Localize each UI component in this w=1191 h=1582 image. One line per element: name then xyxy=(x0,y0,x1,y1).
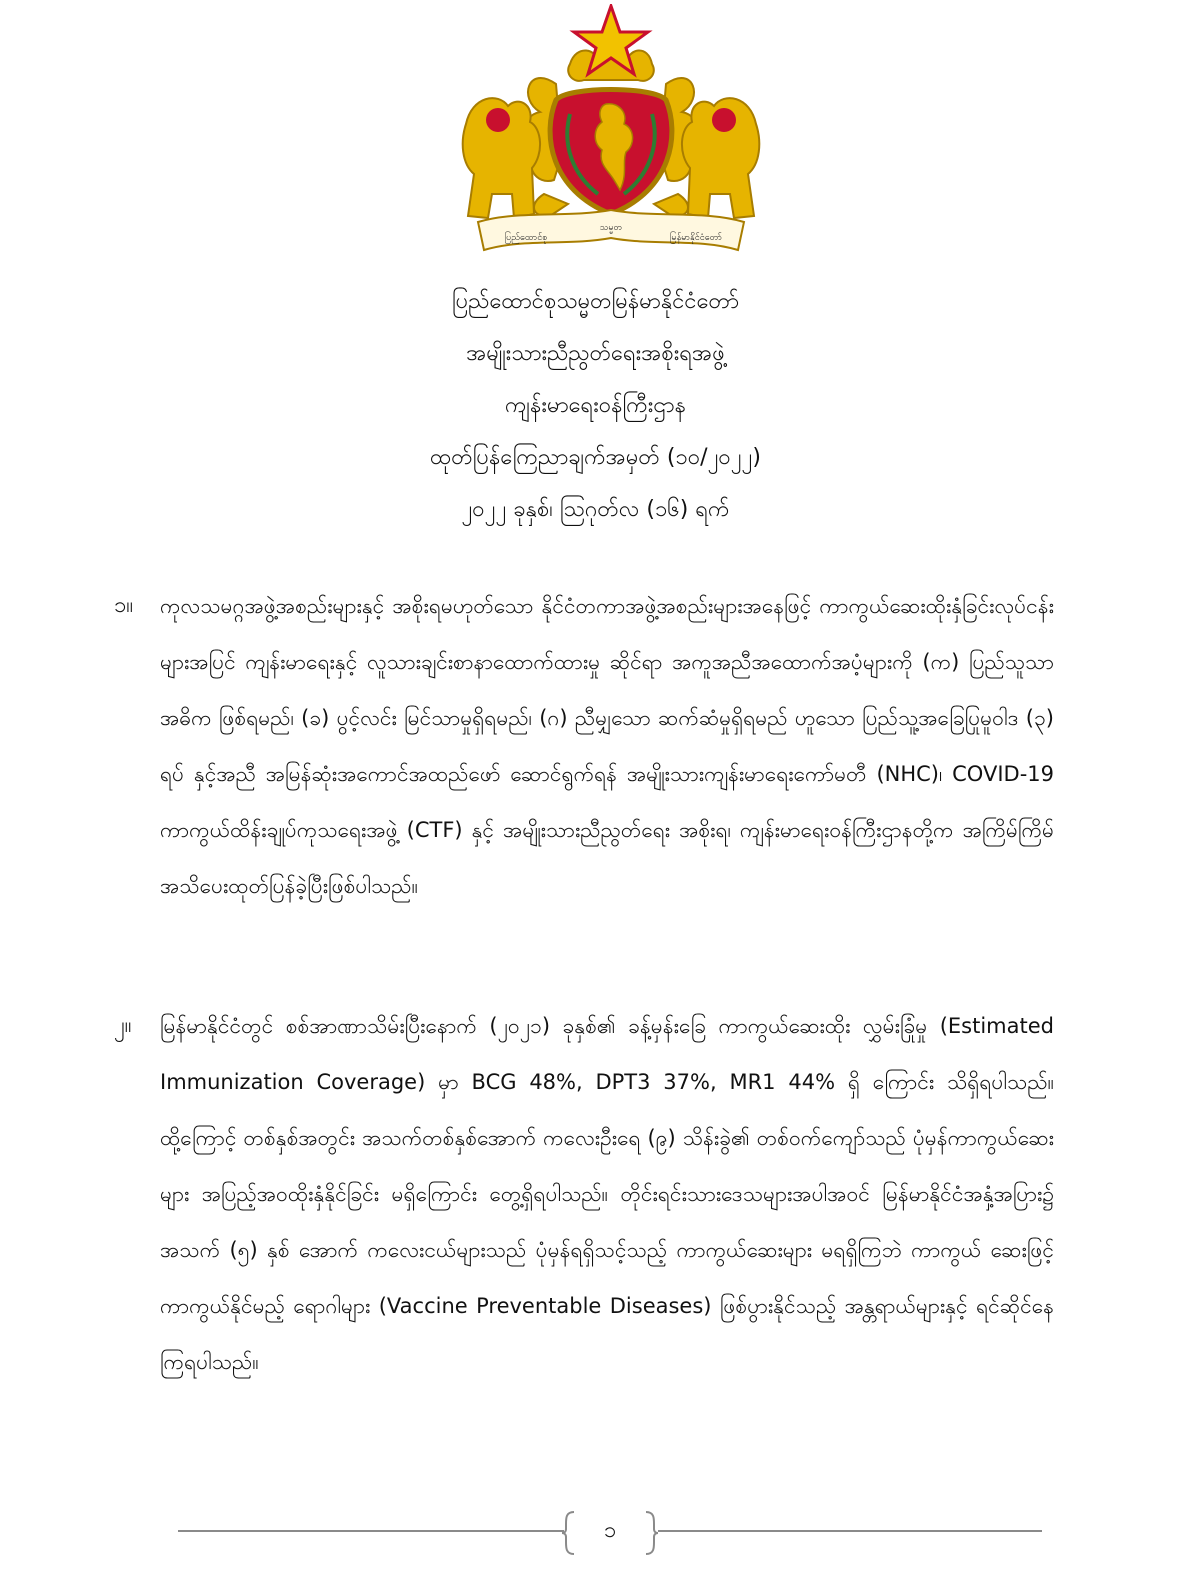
statement-number: ထုတ်ပြန်ကြေညာချက်အမှတ် (၁၀/၂၀၂၂) xyxy=(430,445,761,470)
ministry-name: ကျန်းမာရေးဝန်ကြီးဌာန xyxy=(505,393,686,418)
ribbon-left-text: ပြည်ထောင်စု xyxy=(504,233,548,243)
paragraph-1 xyxy=(114,578,1054,914)
left-lion-icon xyxy=(463,98,540,218)
paragraph-text: ကုလသမဂ္ဂအဖွဲ့အစည်းများနှင့် အစိုးရမဟုတ်သော နိုင်ငံတကာအဖွဲ့အစည်းများအနေဖြင့် ကာကွယ်ဆေးထိုးနှံခြင်းလုပ်ငန်းများအပြင် ကျန်းမာရေးနှင့် လူသားချင်းစာနာထောက်ထားမှု ဆိုင်ရာ အကူအညီအထောက်အပံ့များကို (က) ပြည်သူသာ အဓိက ဖြစ်ရမည်၊ (ခ) ပွင့်လင်း မြင်သာမှုရှိရမည်၊ (ဂ) ညီမျှသော ဆက်ဆံမှုရှိရမည် ဟူသော ပြည်သူ့အခြေပြုမူဝါဒ (၃) ရပ် နှင့်အညီ အမြန်ဆုံးအကောင်အထည်ဖော် ဆောင်ရွက်ရန် အမျိုးသားကျန်းမာရေးကော်မတီ (NHC)၊ COVID-19 ကာကွယ်ထိန်းချုပ်ကုသရေးအဖွဲ့ (CTF) နှင့် အမျိုးသားညီညွတ်ရေး အစိုးရ၊ ကျန်းမာရေးဝန်ကြီးဌာနတို့က အကြိမ်ကြိမ် အသိပေးထုတ်ပြန်ခဲ့ပြီးဖြစ်ပါသည်။ xyxy=(160,594,1054,898)
footer-rule-left xyxy=(178,1530,564,1532)
ribbon xyxy=(478,210,744,250)
ribbon-center-text: သမ္မတ xyxy=(599,223,623,233)
paragraph-number: ၁။ xyxy=(114,593,134,618)
country-name: ပြည်ထောင်စုသမ္မတမြန်မာနိုင်ငံတော် xyxy=(451,289,740,314)
page-number: ၁ xyxy=(603,1518,617,1543)
right-lion-icon xyxy=(682,98,759,218)
left-brace-icon xyxy=(562,1510,576,1556)
paragraph-text: မြန်မာနိုင်ငံတွင် စစ်အာဏာသိမ်းပြီးနောက် (၂၀၂၁) ခုနှစ်၏ ခန့်မှန်းခြေ ကာကွယ်ဆေးထိုး လွှမ်းခြုံမှု (Estimated Immunization Coverage) မှာ BCG 48%, DPT3 37%, MR1 44% ရှိ ကြောင်း သိရှိရပါသည်။ ထို့ကြောင့် တစ်နှစ်အတွင်း အသက်တစ်နှစ်အောက် ကလေးဦးရေ (၉) သိန်းခွဲ၏ တစ်ဝက်ကျော်သည် ပုံမှန်ကာကွယ်ဆေးများ အပြည့်အဝထိုးနှံနိုင်ခြင်း မရှိကြောင်း တွေ့ရှိရပါသည်။ တိုင်းရင်းသားဒေသများအပါအဝင် မြန်မာနိုင်ငံအနှံ့အပြား၌ အသက် (၅) နှစ် အောက် ကလေးငယ်များသည် ပုံမှန်ရရှိသင့်သည့် ကာကွယ်ဆေးများ မရရှိကြဘဲ ကာကွယ် ဆေးဖြင့် ကာကွယ်နိုင်မည့် ရောဂါများ (Vaccine Preventable Diseases) ဖြစ်ပွားနိုင်သည့် အန္တရာယ်များနှင့် ရင်ဆိုင်နေကြရပါသည်။ xyxy=(160,1014,1054,1374)
paragraph-number: ၂။ xyxy=(114,1013,132,1038)
government-name: အမျိုးသားညီညွတ်ရေးအစိုးရအဖွဲ့ xyxy=(466,341,725,366)
statement-date: ၂၀၂၂ ခုနှစ်၊ ဩဂုတ်လ (၁၆) ရက် xyxy=(461,497,730,522)
paragraph-2 xyxy=(114,998,1054,1390)
ribbon-right-text: မြန်မာနိုင်ငံတော် xyxy=(669,233,723,243)
document-header xyxy=(0,276,1191,536)
right-brace-icon xyxy=(644,1510,658,1556)
state-seal-emblem xyxy=(458,4,764,256)
footer-rule-right xyxy=(658,1530,1042,1532)
